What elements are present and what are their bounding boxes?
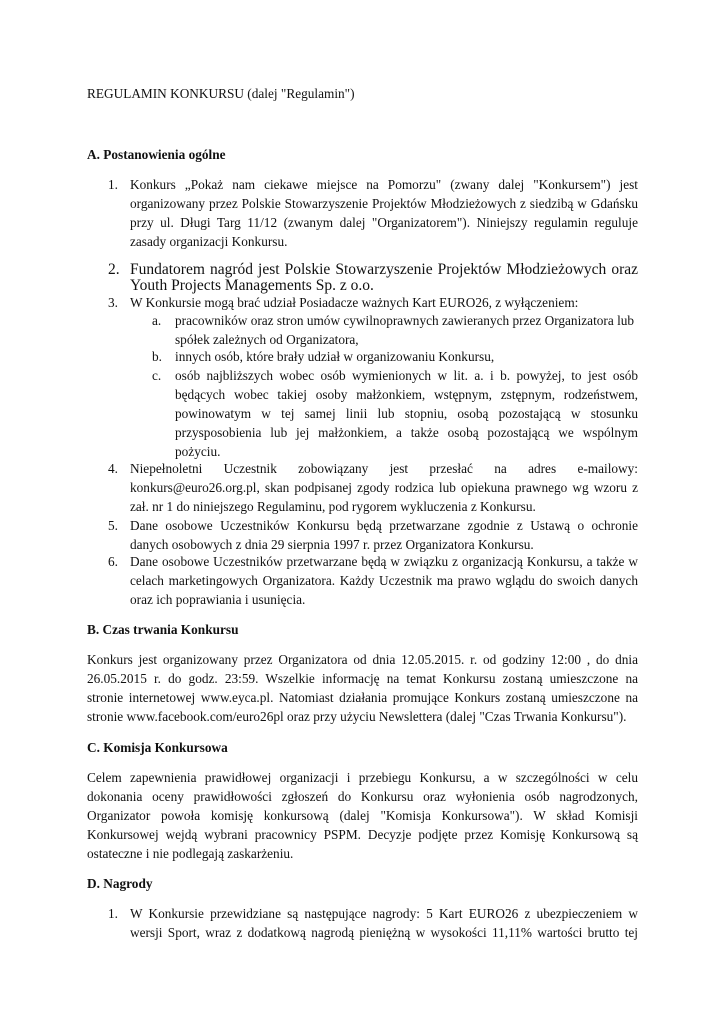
paragraph-line: Organizator powoła komisję konkursową (dalej "Komisja Konkursowa"). W skład Komisji [87,808,638,823]
subitem-letter: b. [152,349,162,364]
item-line: przy ul. Długi Targ 11/12 (zwanym dalej "Organizatorem"). Niniejszy regulamin reguluje [130,215,638,230]
item-line: zał. nr 1 do niniejszego Regulaminu, pod rygorem wykluczenia z Konkursu. [130,499,536,514]
item-line: Niepełnoletni Uczestnik zobowiązany jest przesłać na adres e-mailowy: [130,461,638,476]
subitem-line: pożyciu. [175,444,221,459]
subitem-letter: c. [152,368,162,383]
paragraph-line: ostateczne i nie podlegają zaskarżeniu. [87,846,294,861]
item-number: 1. [108,906,118,921]
item-number: 3. [108,295,118,310]
subitem-line: będących wobec takiej osoby małżonkiem, wstępnym, zstępnym, rodzeństwem, [175,387,638,402]
item-line: oraz ich poprawiania i usunięcia. [130,592,306,607]
item-line: Dane osobowe Uczestników Konkursu będą przetwarzane zgodnie z Ustawą o ochronie [130,518,638,533]
item-line: Dane osobowe Uczestników przetwarzane będą w związku z organizacją Konkursu, a także w [130,554,638,569]
section-d-heading: D. Nagrody [87,876,153,891]
subitem-line: osób najbliższych wobec osób wymienionych w lit. a. i b. powyżej, to jest osób [175,368,638,383]
item-line: celach marketingowych Organizatora. Każdy Uczestnik ma prawo wglądu do swoich danych [130,573,638,588]
paragraph-line: 26.05.2015 r. do godz. 23:59. Wszelkie informację na temat Konkursu zostaną umieszczone na [87,671,638,686]
item-line: organizowany przez Polskie Stowarzyszenie Projektów Młodzieżowych z siedzibą w Gdańsku [130,196,638,211]
paragraph-line: Celem zapewnienia prawidłowej organizacji i przebiegu Konkursu, a w szczególności w celu [87,770,638,785]
item-number: 5. [108,518,118,533]
item-number: 6. [108,554,118,569]
section-b-heading: B. Czas trwania Konkursu [87,622,239,637]
item-line: Konkurs „Pokaż nam ciekawe miejsce na Pomorzu" (zwany dalej "Konkursem") jest [130,177,638,192]
item-line: danych osobowych z dnia 29 sierpnia 1997 r. przez Organizatora Konkursu. [130,537,534,552]
item-number: 4. [108,461,118,476]
item-line: Youth Projects Managements Sp. z o.o. [130,277,374,294]
paragraph-line: stronie www.facebook.com/euro26pl oraz przy użyciu Newslettera (dalej "Czas Trwania Konkursu"). [87,709,627,724]
item-number: 1. [108,177,118,192]
subitem-line: pracowników oraz stron umów cywilnoprawnych zawieranych przez Organizatora lub [175,313,635,328]
item-line: konkurs@euro26.org.pl, skan podpisanej zgody rodzica lub opiekuna prawnego wg wzoru z [130,480,638,495]
paragraph-line: dokonania oceny prawidłowości zgłoszeń do Konkursu oraz wyłonienia osób nagrodzonych, [87,789,638,804]
paragraph-line: Konkursowej wejdą wybrani pracownicy PSPM. Decyzje podjęte przez Komisję Konkursową są [87,827,638,842]
paragraph-line: Konkurs jest organizowany przez Organizatora od dnia 12.05.2015. r. od godziny 12:00 , do dnia [87,652,638,667]
document-title: REGULAMIN KONKURSU (dalej "Regulamin") [87,86,355,101]
item-line: zasady organizacji Konkursu. [130,234,288,249]
paragraph-line: stronie internetowej www.eyca.pl. Natomiast działania promujące Konkurs zostaną umieszczone na [87,690,638,705]
subitem-line: przysposobienia lub jej małżonkiem, a także osobą pozostającą we wspólnym [175,425,638,440]
subitem-line: spółek zależnych od Organizatora, [175,332,359,347]
item-line: W Konkursie mogą brać udział Posiadacze ważnych Kart EURO26, z wyłączeniem: [130,295,579,310]
item-number: 2. [108,261,120,278]
subitem-letter: a. [152,313,162,328]
item-line: Fundatorem nagród jest Polskie Stowarzyszenie Projektów Młodzieżowych oraz [130,261,638,278]
subitem-line: innych osób, które brały udział w organizowaniu Konkursu, [175,349,495,364]
section-a-heading: A. Postanowienia ogólne [87,147,226,162]
item-line: W Konkursie przewidziane są następujące nagrody: 5 Kart EURO26 z ubezpieczeniem w [130,906,638,921]
subitem-line: powinowatym w tej samej linii lub stopniu, osobą pozostającą w stosunku [175,406,638,421]
section-c-heading: C. Komisja Konkursowa [87,740,228,755]
item-line: wersji Sport, wraz z dodatkową nagrodą pieniężną w wysokości 11,11% wartości brutto tej [130,925,638,940]
